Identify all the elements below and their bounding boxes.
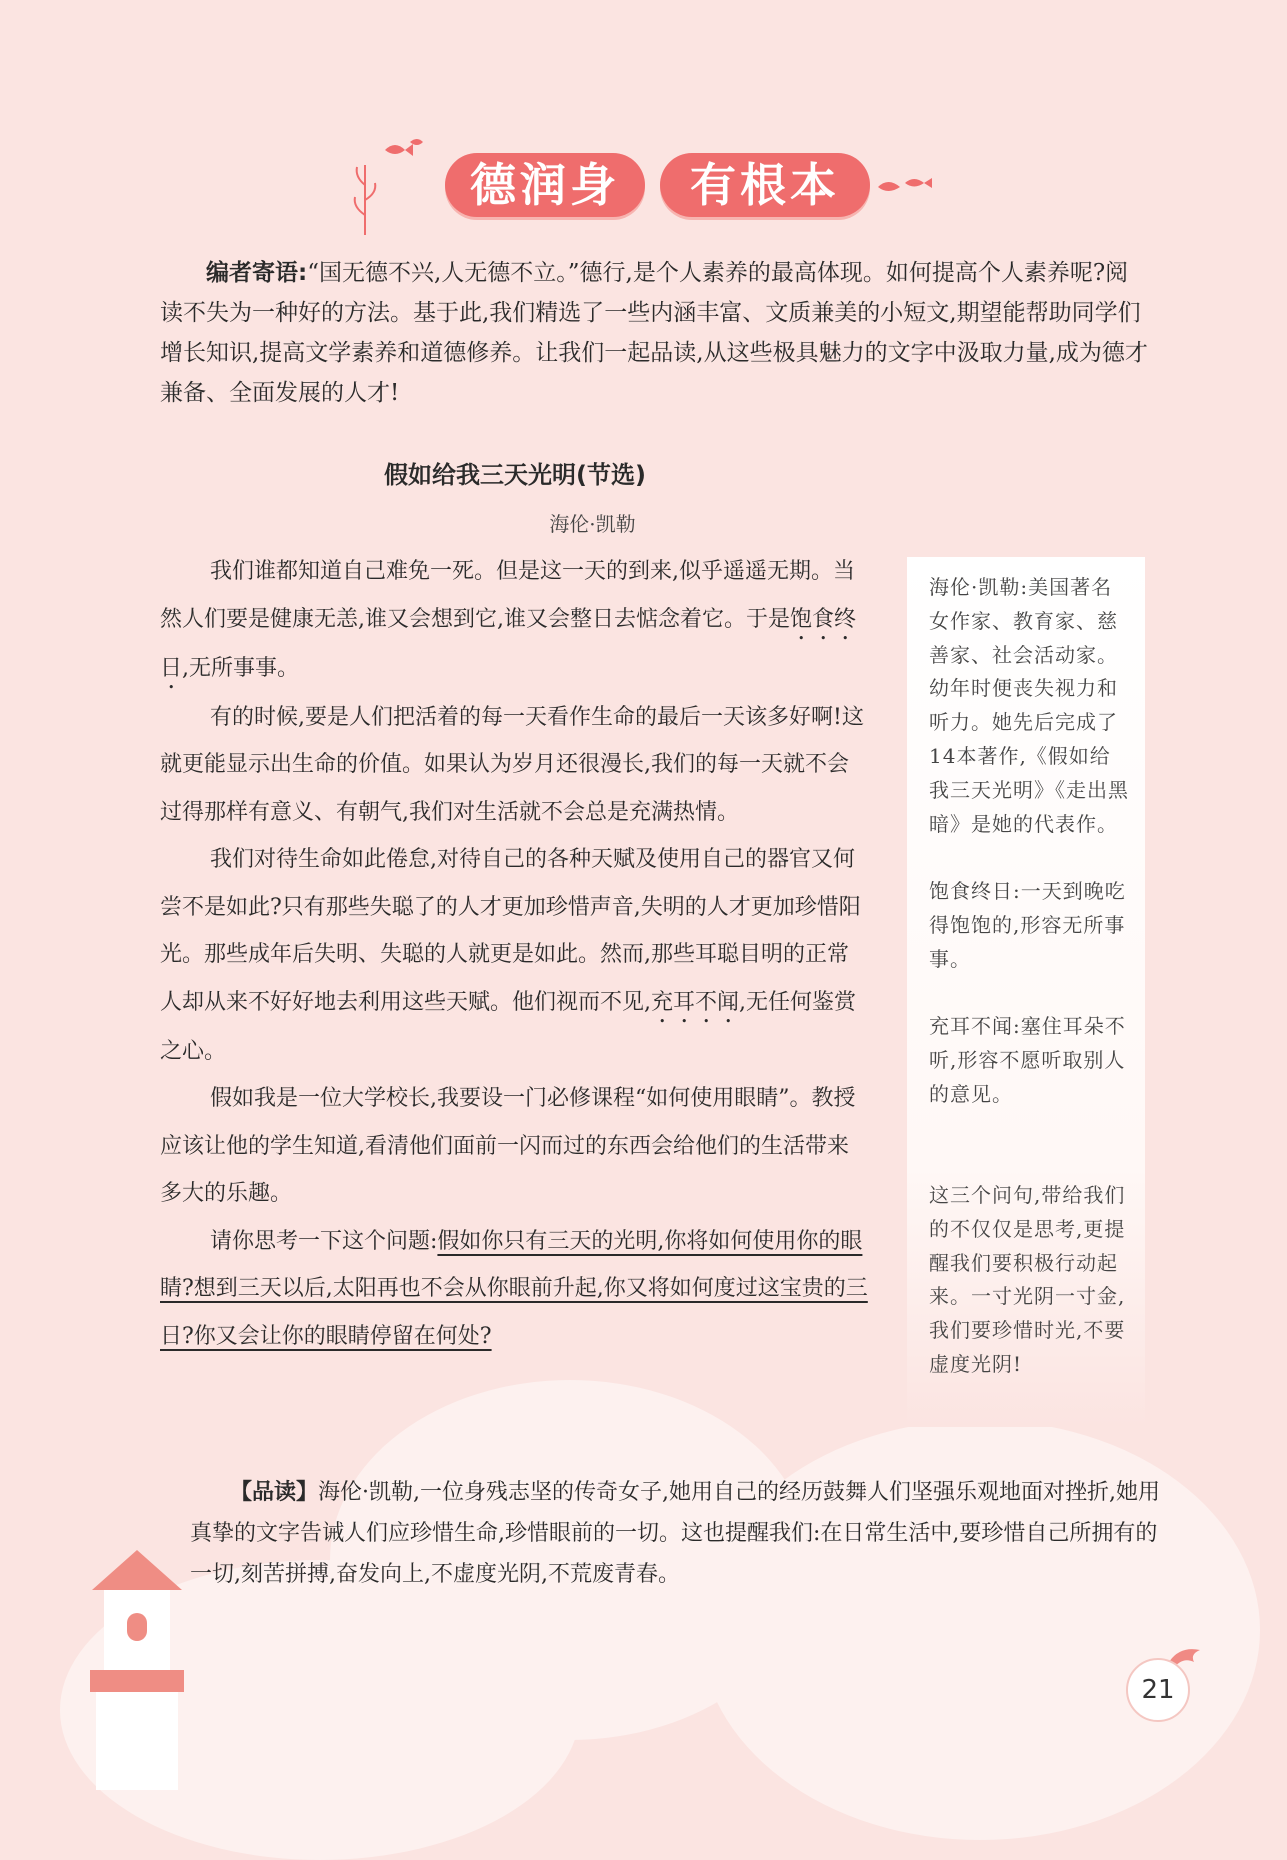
text-span: 我们对待生命如此倦怠,对待自己的各种天赋及使用自己的器官又何尝不是如此?只有那些失聪了的人才更加珍惜声音,失明的人才更加珍惜阳光。那些成年后失明、失聪的人就更是如此。然而,那些耳聪目明的正常人却从来不好好地去利用这些天赋。他们视而不见, xyxy=(160,847,861,1015)
fish-icon xyxy=(870,167,940,207)
review-paragraph xyxy=(190,1472,1165,1595)
review-label: 【品读】 xyxy=(230,1480,319,1505)
review-text: 海伦·凯勒,一位身残志坚的传奇女子,她用自己的经历鼓舞人们坚强乐观地面对挫折,她用真挚的文字告诫人们应珍惜生命,珍惜眼前的一切。这也提醒我们:在日常生活中,要珍惜自己所拥有的一切,刻苦拼搏,奋发向上,不虚度光阴,不荒废青春。 xyxy=(190,1480,1160,1587)
text-span: ,无任何鉴赏之心。 xyxy=(160,989,857,1064)
note-comment: 这三个问句,带给我们的不仅仅是思考,更提醒我们要积极行动起来。一寸光阴一寸金,我们要珍惜时光,不要虚度光阴! xyxy=(929,1183,1126,1376)
review-section xyxy=(190,1472,1165,1595)
text-span: 请你思考一下这个问题: xyxy=(210,1228,438,1254)
paragraph xyxy=(160,836,870,1075)
header-title-part1: 德润身 xyxy=(470,158,620,212)
paragraph: 有的时候,要是人们把活着的每一天看作生命的最后一天该多好啊!这就更能显示出生命的价值。如果认为岁月还很漫长,我们的每一天就不会过得那样有意义、有朝气,我们对生活就不会总是充满热情。 xyxy=(160,704,864,825)
lighthouse-icon xyxy=(82,1550,192,1790)
editor-note-label: 编者寄语: xyxy=(206,260,308,286)
article-author: 海伦·凯勒 xyxy=(549,512,636,536)
section-header xyxy=(385,135,905,235)
page-number: 21 xyxy=(1126,1658,1190,1722)
title-pill-1 xyxy=(445,153,645,217)
plant-icon xyxy=(345,155,385,235)
text-span: ,无所事事。 xyxy=(182,655,300,681)
article-body xyxy=(160,548,870,1360)
editor-note-text: “国无德不兴,人无德不立。”德行,是个人素养的最高体现。如何提高个人素养呢?阅读不失为一种好的方法。基于此,我们精选了一些内涵丰富、文质兼美的小短文,期望能帮助同学们增长知识,提高文学素养和道德修养。让我们一起品读,从这些极具魅力的文字中汲取力量,成为德才兼备、全面发展的人才! xyxy=(160,260,1148,406)
editor-note xyxy=(160,253,1150,413)
emphasized-phrase: 充耳不闻 xyxy=(651,989,740,1015)
note-idiom-2: 充耳不闻:塞住耳朵不听,形容不愿听取别人的意见。 xyxy=(929,1014,1126,1106)
text-span: 我们谁都知道自己难免一死。但是这一天的到来,似乎遥遥无期。当然人们要是健康无恙,谁又会想到它,谁又会整日去惦念着它。于是 xyxy=(160,559,855,632)
header-title-part2: 有根本 xyxy=(690,158,840,212)
note-author: 海伦·凯勒:美国著名女作家、教育家、慈善家、社会活动家。幼年时便丧失视力和听力。她先后完成了14本著作,《假如给我三天光明》《走出黑暗》是她的代表作。 xyxy=(929,575,1129,836)
side-notes xyxy=(907,557,1145,1427)
article-title: 假如给我三天光明(节选) xyxy=(384,461,646,489)
title-pill-2 xyxy=(660,153,870,217)
note-idiom-1: 饱食终日:一天到晚吃得饱饱的,形容无所事事。 xyxy=(929,879,1126,971)
paragraph: 假如我是一位大学校长,我要设一门必修课程“如何使用眼睛”。教授应该让他的学生知道,看清他们面前一闪而过的东西会给他们的生活带来多大的乐趣。 xyxy=(160,1086,856,1206)
paragraph xyxy=(160,548,870,694)
paragraph xyxy=(160,1218,870,1361)
underlined-passage: 假如你只有三天的光明,你将如何使用你的眼睛?想到三天以后,太阳再也不会从你眼前升起,你又将如何度过这宝贵的三日?你又会让你的眼睛停留在何处? xyxy=(160,1228,868,1349)
emphasized-phrase: 饱食终日 xyxy=(160,606,857,681)
